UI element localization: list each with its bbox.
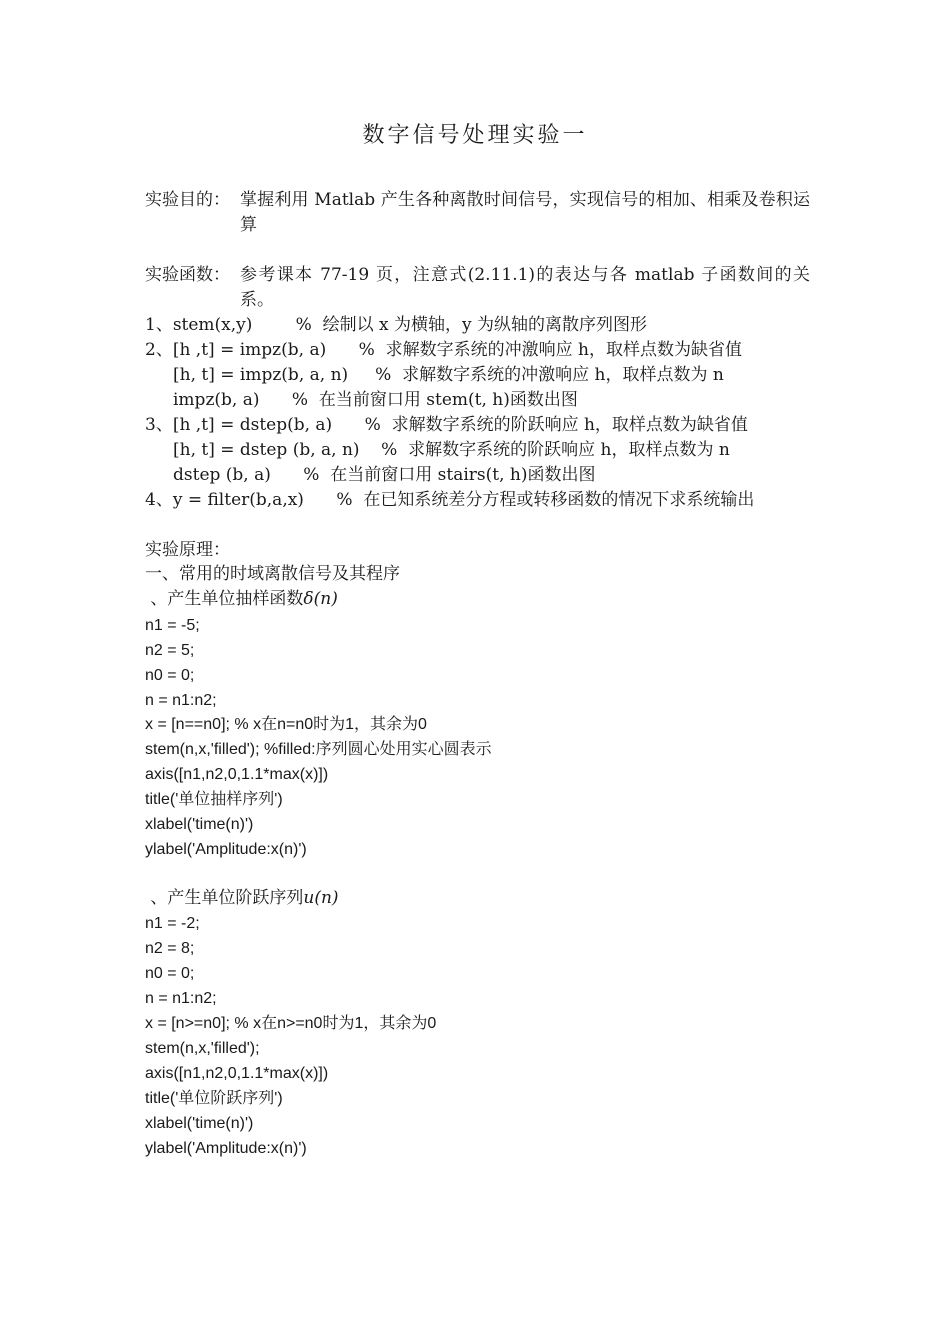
function-item: 3、[h ,t] = dstep(b, a) % 求解数字系统的阶跃响应 h，取样点数为缺省值	[145, 415, 748, 435]
code-line: n0 = 0;	[145, 965, 195, 982]
function-item: dstep (b, a) % 在当前窗口用 stairs(t, h)函数出图	[173, 465, 596, 485]
functions-text: 参考课本 77-19 页，注意式(2.11.1)的表达与各 matlab 子函数间的关系。	[240, 265, 810, 310]
code-line: xlabel('time(n)')	[145, 816, 254, 833]
function-item: 2、[h ,t] = impz(b, a) % 求解数字系统的冲激响应 h，取样点数为缺省值	[145, 340, 742, 360]
code-line: title('单位抽样序列')	[145, 791, 283, 808]
principle-label: 实验原理：	[145, 540, 230, 560]
code-line: n = n1:n2;	[145, 692, 217, 709]
code-line: n0 = 0;	[145, 667, 195, 684]
code-line: n1 = -5;	[145, 617, 200, 634]
code-line: n1 = -2;	[145, 915, 200, 932]
subsection-heading	[145, 887, 339, 909]
subsection-text: 、产生单位阶跃序列	[145, 888, 304, 908]
purpose-label: 实验目的：	[145, 190, 230, 210]
code-line: axis([n1,n2,0,1.1*max(x)])	[145, 1065, 329, 1082]
functions-label: 实验函数：	[145, 265, 230, 285]
code-line: n = n1:n2;	[145, 990, 217, 1007]
code-line: stem(n,x,'filled');	[145, 1040, 260, 1057]
math-expression: u(n)	[303, 888, 339, 908]
subsection-text: 、产生单位抽样函数	[145, 589, 304, 609]
code-line: x = [n==n0]; % x在n=n0时为1，其余为0	[145, 716, 427, 733]
code-line: ylabel('Amplitude:x(n)')	[145, 841, 307, 858]
page-title: 数字信号处理实验一	[362, 123, 588, 148]
code-line: ylabel('Amplitude:x(n)')	[145, 1140, 307, 1157]
function-item: [h, t] = impz(b, a, n) % 求解数字系统的冲激响应 h，取样点数为 n	[173, 365, 724, 385]
function-item: impz(b, a) % 在当前窗口用 stem(t, h)函数出图	[173, 390, 578, 410]
code-line: title('单位阶跃序列')	[145, 1090, 283, 1107]
function-item: [h, t] = dstep (b, a, n) % 求解数字系统的阶跃响应 h，取样点数为 n	[173, 440, 730, 460]
code-line: n2 = 8;	[145, 940, 195, 957]
code-line: axis([n1,n2,0,1.1*max(x)])	[145, 766, 329, 783]
math-expression: δ(n)	[303, 589, 338, 609]
code-line: n2 = 5;	[145, 642, 195, 659]
function-item: 1、stem(x,y) % 绘制以 x 为横轴，y 为纵轴的离散序列图形	[145, 315, 648, 335]
code-line: xlabel('time(n)')	[145, 1115, 254, 1132]
code-line: stem(n,x,'filled'); %filled:序列圆心处用实心圆表示	[145, 741, 492, 758]
subsection-heading	[145, 588, 338, 610]
function-item: 4、y = filter(b,a,x) % 在已知系统差分方程或转移函数的情况下求系统输出	[145, 490, 755, 510]
section-heading: 一、常用的时域离散信号及其程序	[145, 564, 400, 584]
purpose-text: 掌握利用 Matlab 产生各种离散时间信号，实现信号的相加、相乘及卷积运算	[240, 190, 810, 235]
code-line: x = [n>=n0]; % x在n>=n0时为1，其余为0	[145, 1015, 437, 1032]
